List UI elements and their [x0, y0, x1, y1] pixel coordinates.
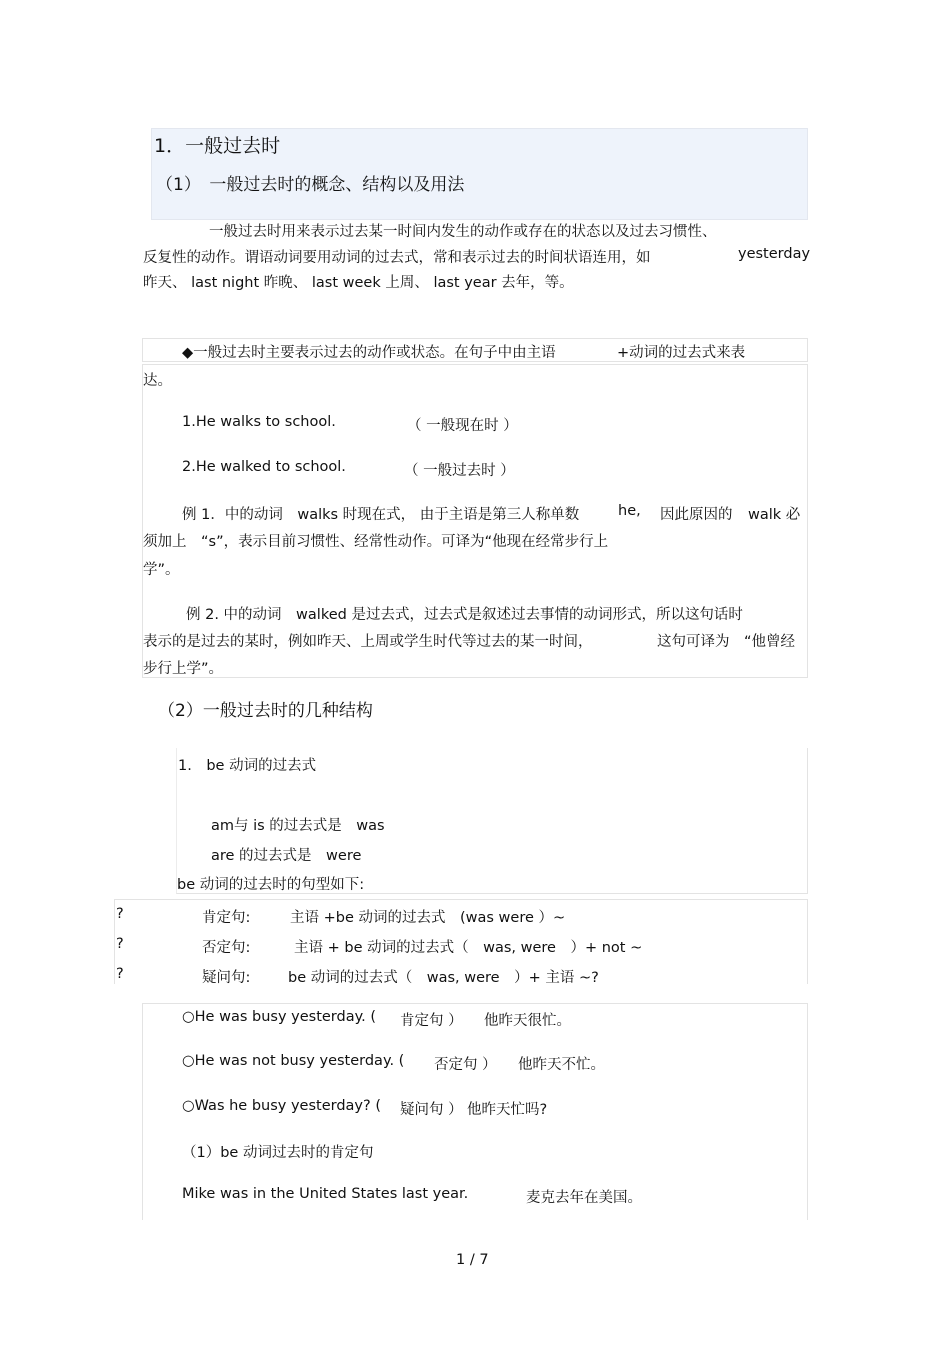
note-line-1: ◆一般过去时主要表示过去的动作或状态。在句子中由主语 [182, 345, 556, 361]
sentence-question-zh: 他昨天忙吗? [467, 1102, 548, 1118]
pattern-label-negative: 否定句: [202, 940, 251, 956]
explanation-1-he: he, [618, 503, 641, 519]
be-verb-item: 1. be 动词的过去式 [178, 758, 317, 774]
sentence-affirmative-zh: 他昨天很忙。 [484, 1013, 571, 1029]
intro-line-2-end: yesterday [738, 246, 811, 262]
note-line-1-end: +动词的过去式来表 [617, 345, 746, 361]
pattern-formula-affirmative: 主语 +be 动词的过去式 (was were ）~ [290, 910, 566, 926]
note-line-2: 达。 [143, 373, 172, 389]
pattern-label-affirmative: 肯定句: [202, 910, 251, 926]
pattern-bullet: ? [116, 906, 124, 922]
explanation-1-line-2: 须加上 “s”，表示目前习惯性、经常性动作。可译为“他现在经常步行上 [143, 534, 609, 550]
be-affirmative-title: （1）be 动词过去时的肯定句 [182, 1145, 374, 1161]
am-is-past: am与 is 的过去式是 was [211, 818, 385, 834]
example-2-sentence: 2.He walked to school. [182, 459, 346, 475]
pattern-formula-negative: 主语 + be 动词的过去式（ was, were ）+ not ~ [294, 940, 643, 956]
sentence-negative: ○He was not busy yesterday. ( [182, 1053, 405, 1069]
intro-line-1: 一般过去时用来表示过去某一时间内发生的动作或存在的状态以及过去习惯性、 [209, 224, 717, 240]
explanation-2-line-2: 表示的是过去的某时，例如昨天、上周或学生时代等过去的某一时间， [143, 634, 593, 650]
intro-line-2: 反复性的动作。谓语动词要用动词的过去式，常和表示过去的时间状语连用，如 [143, 250, 651, 266]
explanation-1-walk: walk 必 [748, 507, 801, 523]
pattern-formula-question: be 动词的过去式（ was, were ）+ 主语 ~? [288, 970, 599, 986]
subsection-title: （1） 一般过去时的概念、结构以及用法 [156, 175, 465, 195]
example-1-sentence: 1.He walks to school. [182, 414, 336, 430]
example-1-tag: （ 一般现在时 ） [407, 418, 518, 434]
explanation-1-line-3: 学”。 [143, 562, 180, 578]
explanation-2-line-2-end: 这句可译为 “他曾经 [657, 634, 796, 650]
explanation-2-line-1: 例 2. 中的动词 walked 是过去式，过去式是叙述过去事情的动词形式，所以这句话时 [186, 607, 743, 623]
sentence-question-tag: 疑问句 ） [400, 1102, 463, 1118]
are-past: are 的过去式是 were [211, 848, 362, 864]
section-title: 1．一般过去时 [154, 135, 281, 157]
be-affirmative-example: Mike was in the United States last year. [182, 1186, 469, 1202]
be-affirmative-example-zh: 麦克去年在美国。 [526, 1190, 642, 1206]
pattern-label-question: 疑问句: [202, 970, 251, 986]
intro-line-3: 昨天、 last night 昨晚、 last week 上周、 last year 去年，等。 [143, 275, 574, 291]
page-number: 1 / 7 [456, 1252, 489, 1268]
explanation-2-line-3: 步行上学”。 [143, 661, 224, 677]
sentence-negative-zh: 他昨天不忙。 [518, 1057, 605, 1073]
explanation-1-line-1: 例 1．中的动词 walks 时现在式， 由于主语是第三人称单数 [182, 507, 580, 523]
pattern-intro: be 动词的过去时的句型如下: [177, 877, 365, 893]
explanation-1-reason: 因此原因的 [660, 507, 733, 523]
example-2-tag: （ 一般过去时 ） [404, 463, 515, 479]
pattern-bullet: ? [116, 966, 124, 982]
sentence-affirmative: ○He was busy yesterday. ( [182, 1009, 376, 1025]
section-2-title: （2）一般过去时的几种结构 [158, 701, 373, 721]
pattern-bullet: ? [116, 936, 124, 952]
sentence-negative-tag: 否定句 ） [434, 1057, 497, 1073]
sentence-question: ○Was he busy yesterday? ( [182, 1098, 381, 1114]
sentence-affirmative-tag: 肯定句 ） [400, 1013, 463, 1029]
